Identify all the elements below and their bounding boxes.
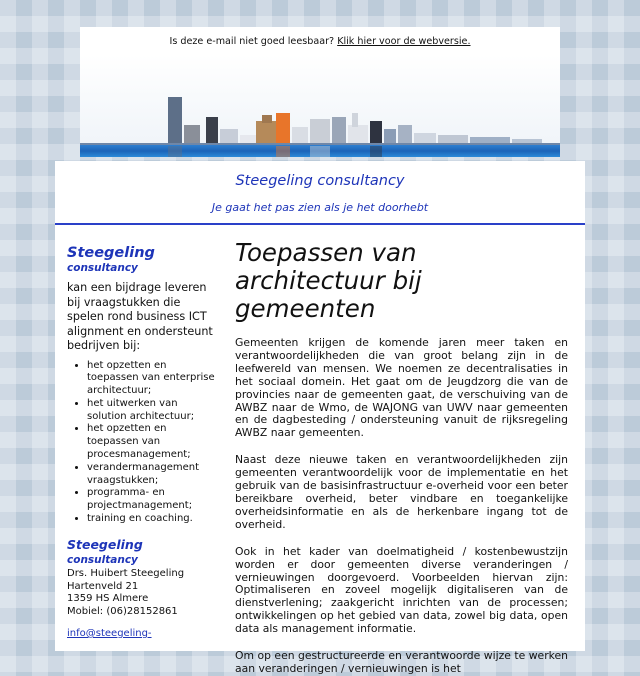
skyline-image — [80, 55, 560, 157]
contact-brand — [67, 538, 217, 568]
site-tagline: Je gaat het pas zien als je het doorhebt — [211, 201, 429, 214]
sidebar-intro: kan een bijdrage leveren bij vraagstukken die spelen rond business ICT alignment en ondersteunt bedrijven bij: — [67, 281, 213, 352]
contact-street: Hartenveld 21 — [67, 580, 139, 592]
webversion-link[interactable]: Klik hier voor de webversie. — [337, 36, 471, 47]
contact-email-link[interactable]: info@steegeling- — [67, 628, 152, 640]
service-item: • training en coaching. — [87, 513, 217, 526]
email-header — [80, 27, 560, 157]
notice-text: Is deze e-mail niet goed leesbaar? — [169, 36, 335, 47]
service-item: • het uitwerken van solution architectuur; — [87, 398, 217, 424]
article-paragraph: Ook in het kader van doelmatigheid / kostenbewustzijn worden er door gemeenten diverse veranderingen / vernieuwingen doorgevoerd. Voorbeelden hiervan zijn: Optimaliseren en zoveel mogelijk digitaliseren van de dienstverlening; zaakgericht inrichten van de processen; ontwikkelingen op het gebied van data, zowel big data, open data als management informatie. — [235, 544, 568, 636]
article-paragraph: Naast deze nieuwe taken en verantwoordelijkheden zijn gemeenten verantwoordelijk voor de implementatie en het gebruik van de basisinfrastructuur e-overheid voor een beter bereikbare overheid, beter vindbare en toegankelijke overheidsinformatie en als de herkenbare ingang tot de overheid. — [235, 453, 568, 531]
contact-brand-name: Steegeling — [67, 536, 143, 552]
contact-brand-sub: consultancy — [67, 554, 138, 567]
service-item: • programma- en projectmanagement; — [87, 487, 217, 513]
service-item: • het opzetten en toepassen van enterprise architectuur; — [87, 360, 217, 398]
article-title: Toepassen van architectuur bij gemeenten — [235, 238, 422, 323]
site-title: Steegeling consultancy — [235, 173, 405, 189]
article — [235, 239, 568, 676]
contact-city: 1359 HS Almere — [67, 593, 149, 605]
service-item: • verandermanagement vraagstukken; — [87, 462, 217, 488]
header-divider — [55, 223, 585, 225]
services-list — [67, 360, 217, 526]
article-paragraph: Gemeenten krijgen de komende jaren meer taken en verantwoordelijkheden die van groot belang zijn in de leefwereld van mensen. We noemen ze decentralisaties in het sociaal domein. Het gaat om de Jeugdzorg die van de provincies naar de gemeenten gaat, de verschuiving van de AWBZ naar de Wmo, de WAJONG van UWV naar gemeenten en de dagbesteding / ondersteuning vanuit de rijksregeling AWBZ naar gemeenten. — [235, 336, 568, 440]
main-panel — [55, 161, 585, 675]
contact-phone: Mobiel: (06)28152861 — [67, 606, 178, 618]
webversion-notice — [80, 36, 560, 47]
contact-name: Drs. Huibert Steegeling — [67, 567, 185, 579]
sidebar — [67, 245, 217, 641]
sidebar-brand-name: Steegeling — [67, 245, 155, 261]
article-paragraph: Om op een gestructureerde en verantwoorde wijze te werken aan veranderingen / vernieuwingen is het — [235, 649, 568, 675]
service-item: • het opzetten en toepassen van procesmanagement; — [87, 423, 217, 461]
sidebar-brand-sub: consultancy — [67, 262, 138, 274]
city-skyline-banner — [80, 55, 560, 157]
contact-email — [67, 628, 217, 641]
